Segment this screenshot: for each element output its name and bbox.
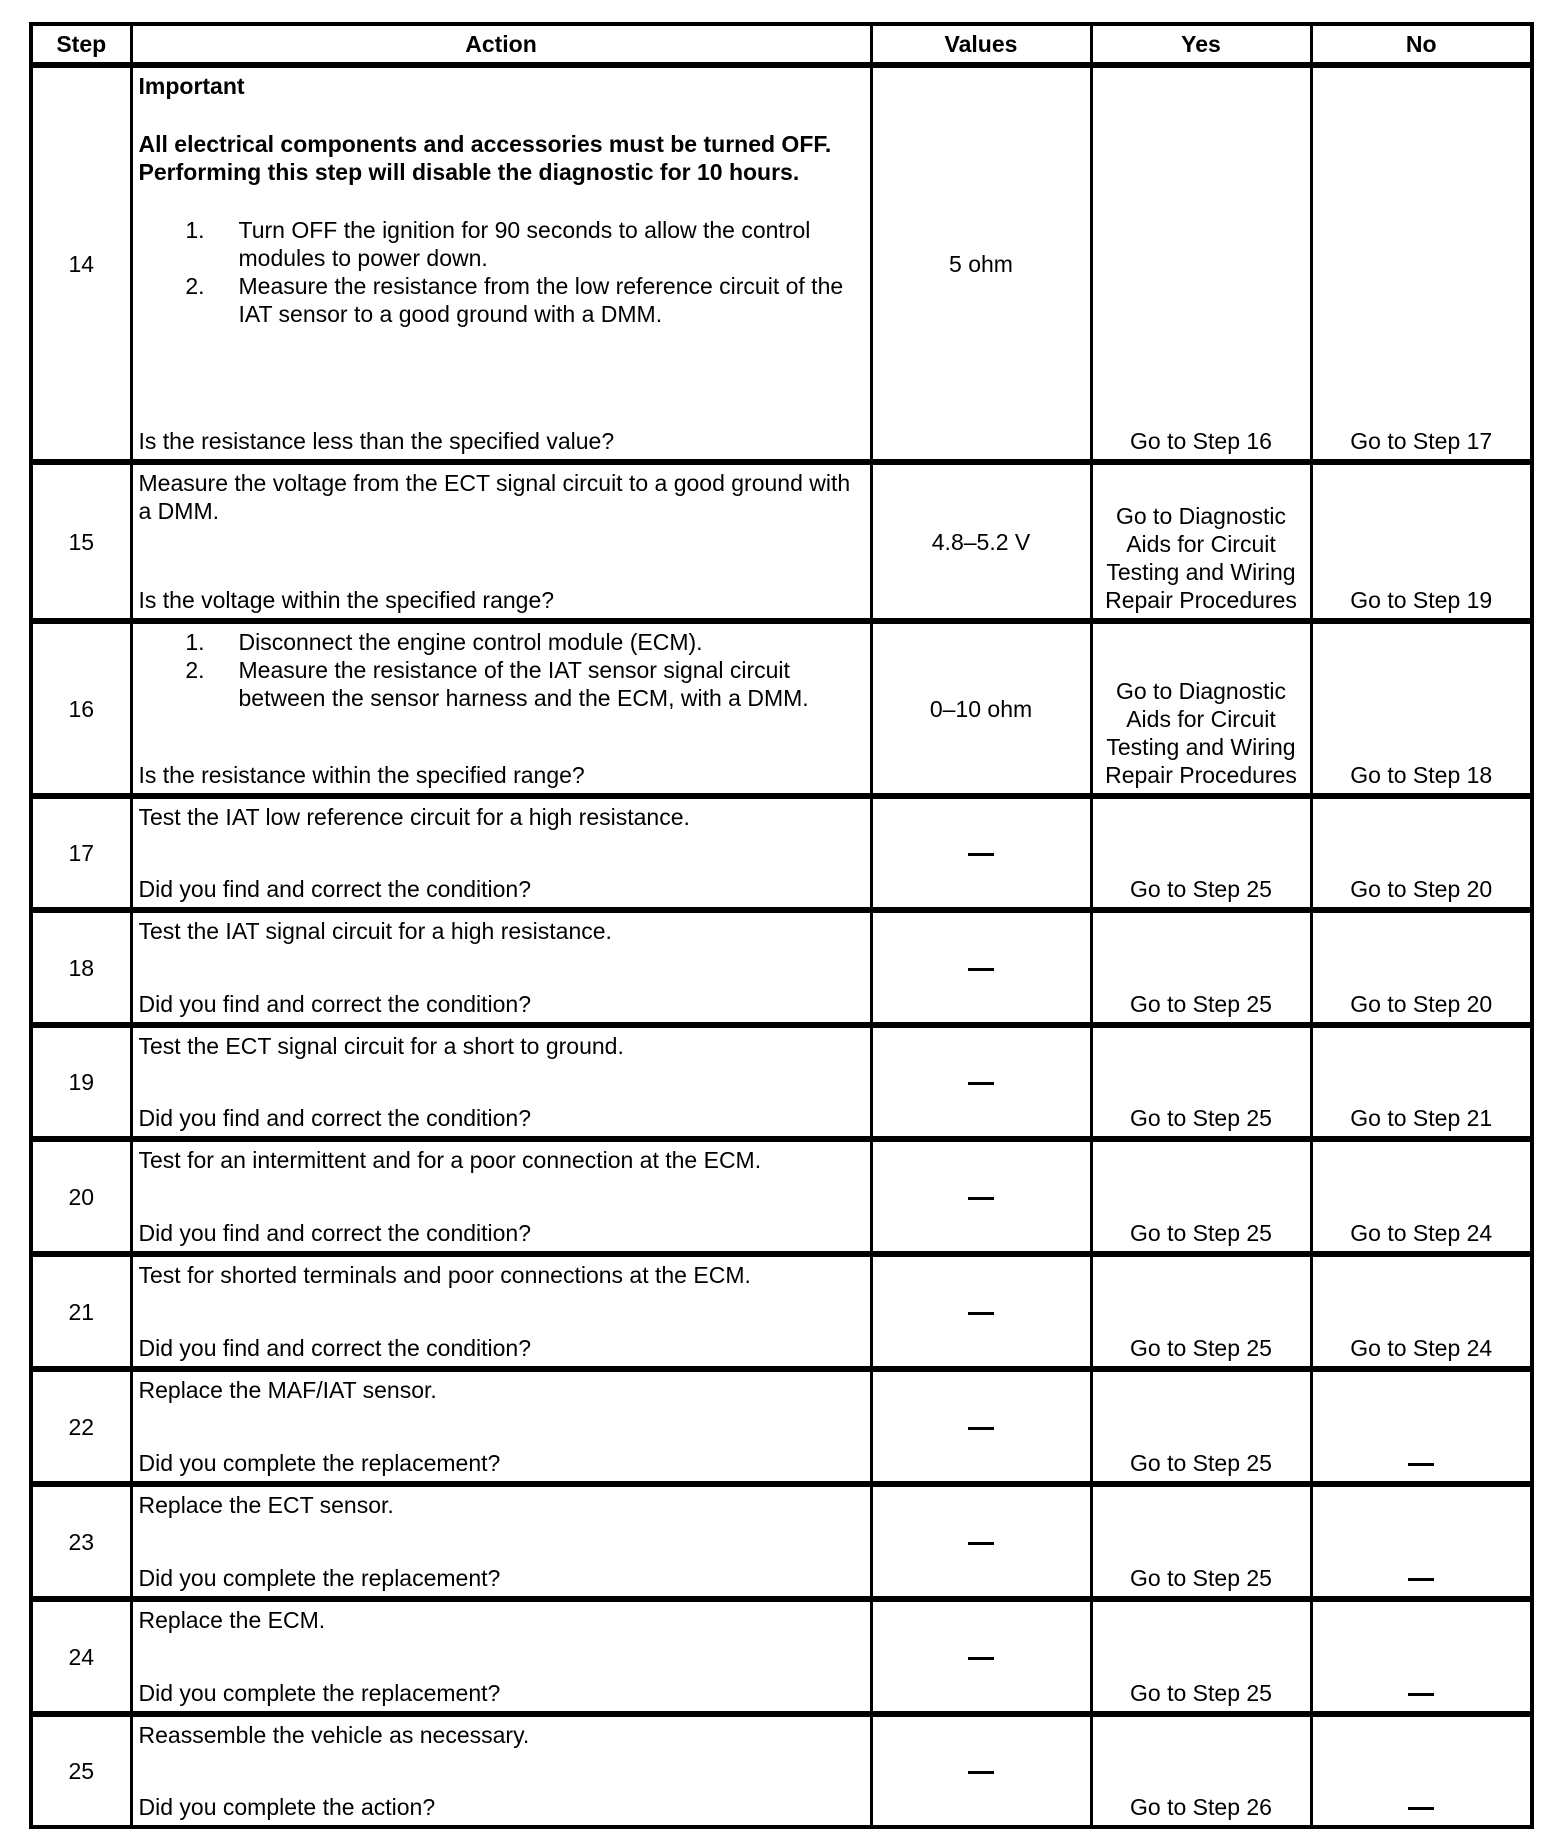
yes-outcome: Go to Step 25 [1091, 796, 1311, 910]
table-row [31, 1254, 1532, 1369]
substep-item [139, 628, 864, 656]
action-cell [131, 1369, 871, 1484]
no-outcome [1311, 1714, 1532, 1827]
yes-outcome: Go to Diagnostic Aids for Circuit Testing and Wiring Repair Procedures [1091, 462, 1311, 621]
action-cell [131, 1714, 871, 1827]
substep-text: Measure the resistance of the IAT sensor signal circuit between the sensor harness and the ECM, with a DMM. [238, 657, 809, 711]
value-cell [871, 796, 1091, 910]
table-row [31, 910, 1532, 1025]
yes-outcome: Go to Diagnostic Aids for Circuit Testing and Wiring Repair Procedures [1091, 621, 1311, 796]
step-number: 14 [31, 65, 131, 462]
step-number: 24 [31, 1599, 131, 1714]
question-text: Did you find and correct the condition? [138, 876, 532, 902]
table-row [31, 1484, 1532, 1599]
table-row [31, 65, 1532, 462]
header-no: No [1311, 24, 1532, 65]
not-applicable-dash [968, 853, 994, 856]
substep-item [139, 216, 864, 272]
instruction-text: Replace the ECT sensor. [138, 1492, 394, 1518]
value-cell [871, 1484, 1091, 1599]
not-applicable-dash [968, 1427, 994, 1430]
no-outcome [1311, 1599, 1532, 1714]
no-outcome: Go to Step 20 [1311, 910, 1532, 1025]
table-row [31, 1369, 1532, 1484]
value-cell [871, 1139, 1091, 1254]
yes-outcome: Go to Step 25 [1091, 1025, 1311, 1139]
yes-outcome: Go to Step 25 [1091, 1369, 1311, 1484]
question-text: Did you find and correct the condition? [138, 991, 532, 1017]
instruction-text: Test the IAT low reference circuit for a high resistance. [138, 804, 690, 830]
substep-list [139, 628, 864, 712]
not-applicable-dash [968, 1197, 994, 1200]
no-outcome: Go to Step 24 [1311, 1254, 1532, 1369]
table-row [31, 462, 1532, 621]
table-row [31, 621, 1532, 796]
table-body [31, 65, 1532, 1827]
value-cell: 5 ohm [871, 65, 1091, 462]
question-text: Is the voltage within the specified range? [138, 587, 555, 613]
table-row [31, 796, 1532, 910]
action-cell [131, 1599, 871, 1714]
diagnostic-table [29, 22, 1534, 1829]
no-outcome: Go to Step 17 [1311, 65, 1532, 462]
instruction-text: Test for an intermittent and for a poor connection at the ECM. [138, 1147, 762, 1173]
question-text: Is the resistance less than the specified value? [138, 428, 615, 454]
header-row [31, 24, 1532, 65]
action-cell [131, 621, 871, 796]
not-applicable-dash [968, 1312, 994, 1315]
yes-outcome: Go to Step 16 [1091, 65, 1311, 462]
question-text: Is the resistance within the specified range? [138, 762, 585, 788]
action-cell [131, 796, 871, 910]
step-number: 22 [31, 1369, 131, 1484]
action-cell [131, 910, 871, 1025]
value-cell [871, 1025, 1091, 1139]
header-action: Action [131, 24, 871, 65]
step-number: 20 [31, 1139, 131, 1254]
instruction-text: Test the IAT signal circuit for a high resistance. [138, 918, 612, 944]
step-number: 18 [31, 910, 131, 1025]
not-applicable-dash [1408, 1807, 1434, 1810]
not-applicable-dash [1408, 1578, 1434, 1581]
substep-text: Measure the resistance from the low reference circuit of the IAT sensor to a good ground with a DMM. [238, 273, 844, 327]
important-title: Important [138, 73, 245, 99]
action-cell [131, 1025, 871, 1139]
substep-item [139, 656, 864, 712]
yes-outcome: Go to Step 25 [1091, 910, 1311, 1025]
step-number: 25 [31, 1714, 131, 1827]
action-cell [131, 1139, 871, 1254]
no-outcome: Go to Step 20 [1311, 796, 1532, 910]
instruction-text: Test for shorted terminals and poor connections at the ECM. [138, 1262, 751, 1288]
substep-number: 2. [185, 657, 205, 683]
substep-number: 1. [185, 217, 205, 243]
substep-text: Turn OFF the ignition for 90 seconds to allow the control modules to power down. [238, 217, 811, 271]
yes-outcome: Go to Step 26 [1091, 1714, 1311, 1827]
question-text: Did you complete the replacement? [138, 1565, 501, 1591]
action-cell [131, 462, 871, 621]
table-row [31, 1139, 1532, 1254]
no-outcome [1311, 1369, 1532, 1484]
yes-outcome: Go to Step 25 [1091, 1599, 1311, 1714]
step-number: 16 [31, 621, 131, 796]
substep-list [139, 216, 864, 328]
no-outcome: Go to Step 21 [1311, 1025, 1532, 1139]
action-cell [131, 1484, 871, 1599]
step-number: 23 [31, 1484, 131, 1599]
not-applicable-dash [968, 1771, 994, 1774]
table-row [31, 1025, 1532, 1139]
value-cell: 4.8–5.2 V [871, 462, 1091, 621]
no-outcome [1311, 1484, 1532, 1599]
header-yes: Yes [1091, 24, 1311, 65]
step-number: 19 [31, 1025, 131, 1139]
step-number: 15 [31, 462, 131, 621]
not-applicable-dash [1408, 1463, 1434, 1466]
question-text: Did you find and correct the condition? [138, 1335, 532, 1361]
not-applicable-dash [968, 968, 994, 971]
not-applicable-dash [968, 1657, 994, 1660]
value-cell [871, 910, 1091, 1025]
no-outcome: Go to Step 19 [1311, 462, 1532, 621]
not-applicable-dash [1408, 1693, 1434, 1696]
value-cell [871, 1714, 1091, 1827]
instruction-text: Replace the MAF/IAT sensor. [138, 1377, 437, 1403]
question-text: Did you complete the replacement? [138, 1450, 501, 1476]
question-text: Did you complete the action? [138, 1794, 436, 1820]
yes-outcome: Go to Step 25 [1091, 1139, 1311, 1254]
substep-number: 2. [185, 273, 205, 299]
not-applicable-dash [968, 1082, 994, 1085]
yes-outcome: Go to Step 25 [1091, 1484, 1311, 1599]
instruction-text: Test the ECT signal circuit for a short to ground. [138, 1033, 624, 1059]
no-outcome: Go to Step 18 [1311, 621, 1532, 796]
value-cell [871, 1369, 1091, 1484]
action-cell [131, 65, 871, 462]
instruction-text: Measure the voltage from the ECT signal circuit to a good ground with a DMM. [138, 470, 851, 524]
important-note: All electrical components and accessories must be turned OFF. Performing this step will disable the diagnostic for 10 hours. [138, 131, 832, 185]
step-number: 17 [31, 796, 131, 910]
value-cell: 0–10 ohm [871, 621, 1091, 796]
substep-number: 1. [185, 629, 205, 655]
not-applicable-dash [968, 1542, 994, 1545]
question-text: Did you find and correct the condition? [138, 1220, 532, 1246]
question-text: Did you find and correct the condition? [138, 1105, 532, 1131]
value-cell [871, 1599, 1091, 1714]
substep-text: Disconnect the engine control module (ECM). [238, 629, 703, 655]
value-cell [871, 1254, 1091, 1369]
step-number: 21 [31, 1254, 131, 1369]
header-step: Step [31, 24, 131, 65]
instruction-text: Reassemble the vehicle as necessary. [138, 1722, 530, 1748]
substep-item [139, 272, 864, 328]
no-outcome: Go to Step 24 [1311, 1139, 1532, 1254]
action-cell [131, 1254, 871, 1369]
table-row [31, 1599, 1532, 1714]
instruction-text: Replace the ECM. [138, 1607, 326, 1633]
table-row [31, 1714, 1532, 1827]
header-values: Values [871, 24, 1091, 65]
yes-outcome: Go to Step 25 [1091, 1254, 1311, 1369]
question-text: Did you complete the replacement? [138, 1680, 501, 1706]
